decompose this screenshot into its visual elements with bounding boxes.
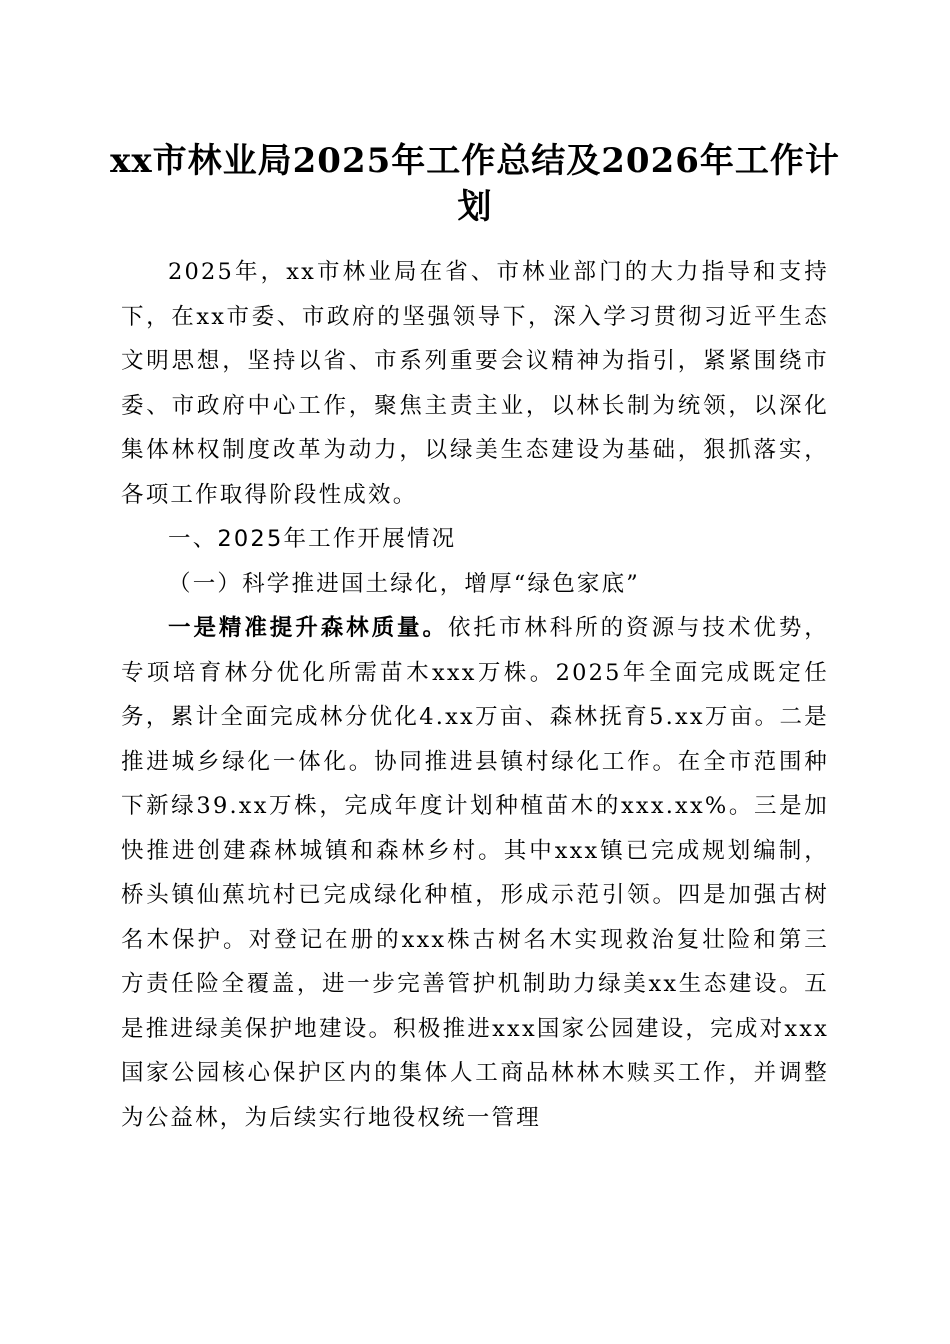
paragraph-lead: 一是精准提升森林质量。 [168, 615, 448, 641]
paragraph-text: 依托市林科所的资源与技术优势，专项培育林分优化所需苗木xxx万株。2025年全面完成既定任务，累计全面完成林分优化4.xx万亩、森林抚育5.xx万亩。二是推进城乡绿化一体化。协同推进县镇村绿化工作。在全市范围种下新绿39.xx万株，完成年度计划种植苗木的xxx.xx%。三是加快推进创建森林城镇和森林乡村。其中xxx镇已完成规划编制，桥头镇仙蕉坑村已完成绿化种植，形成示范引领。四是加强古树名木保护。对登记在册的xxx株古树名木实现救治复壮险和第三方责任险全覆盖，进一步完善管护机制助力绿美xx生态建设。五是推进绿美保护地建设。积极推进xxx国家公园建设，完成对xxx国家公园核心保护区内的集体人工商品林林木赎买工作，并调整为公益林，为后续实行地役权统一管理 [121, 615, 829, 1131]
document-body [121, 250, 829, 1140]
subsection-heading: （一）科学推进国土绿化，增厚“绿色家底” [168, 570, 641, 597]
intro-paragraph: 2025年，xx市林业局在省、市林业部门的大力指导和支持下，在xx市委、市政府的坚强领导下，深入学习贯彻习近平生态文明思想，坚持以省、市系列重要会议精神为指引，紧紧围绕市委、市政府中心工作，聚焦主责主业，以林长制为统领，以深化集体林权制度改革为动力，以绿美生态建设为基础，狠抓落实，各项工作取得阶段性成效。 [121, 259, 829, 508]
work-paragraph [121, 606, 829, 1140]
document-title: xx市林业局2025年工作总结及2026年工作计划 [110, 141, 840, 227]
section-heading: 一、2025年工作开展情况 [168, 526, 457, 552]
